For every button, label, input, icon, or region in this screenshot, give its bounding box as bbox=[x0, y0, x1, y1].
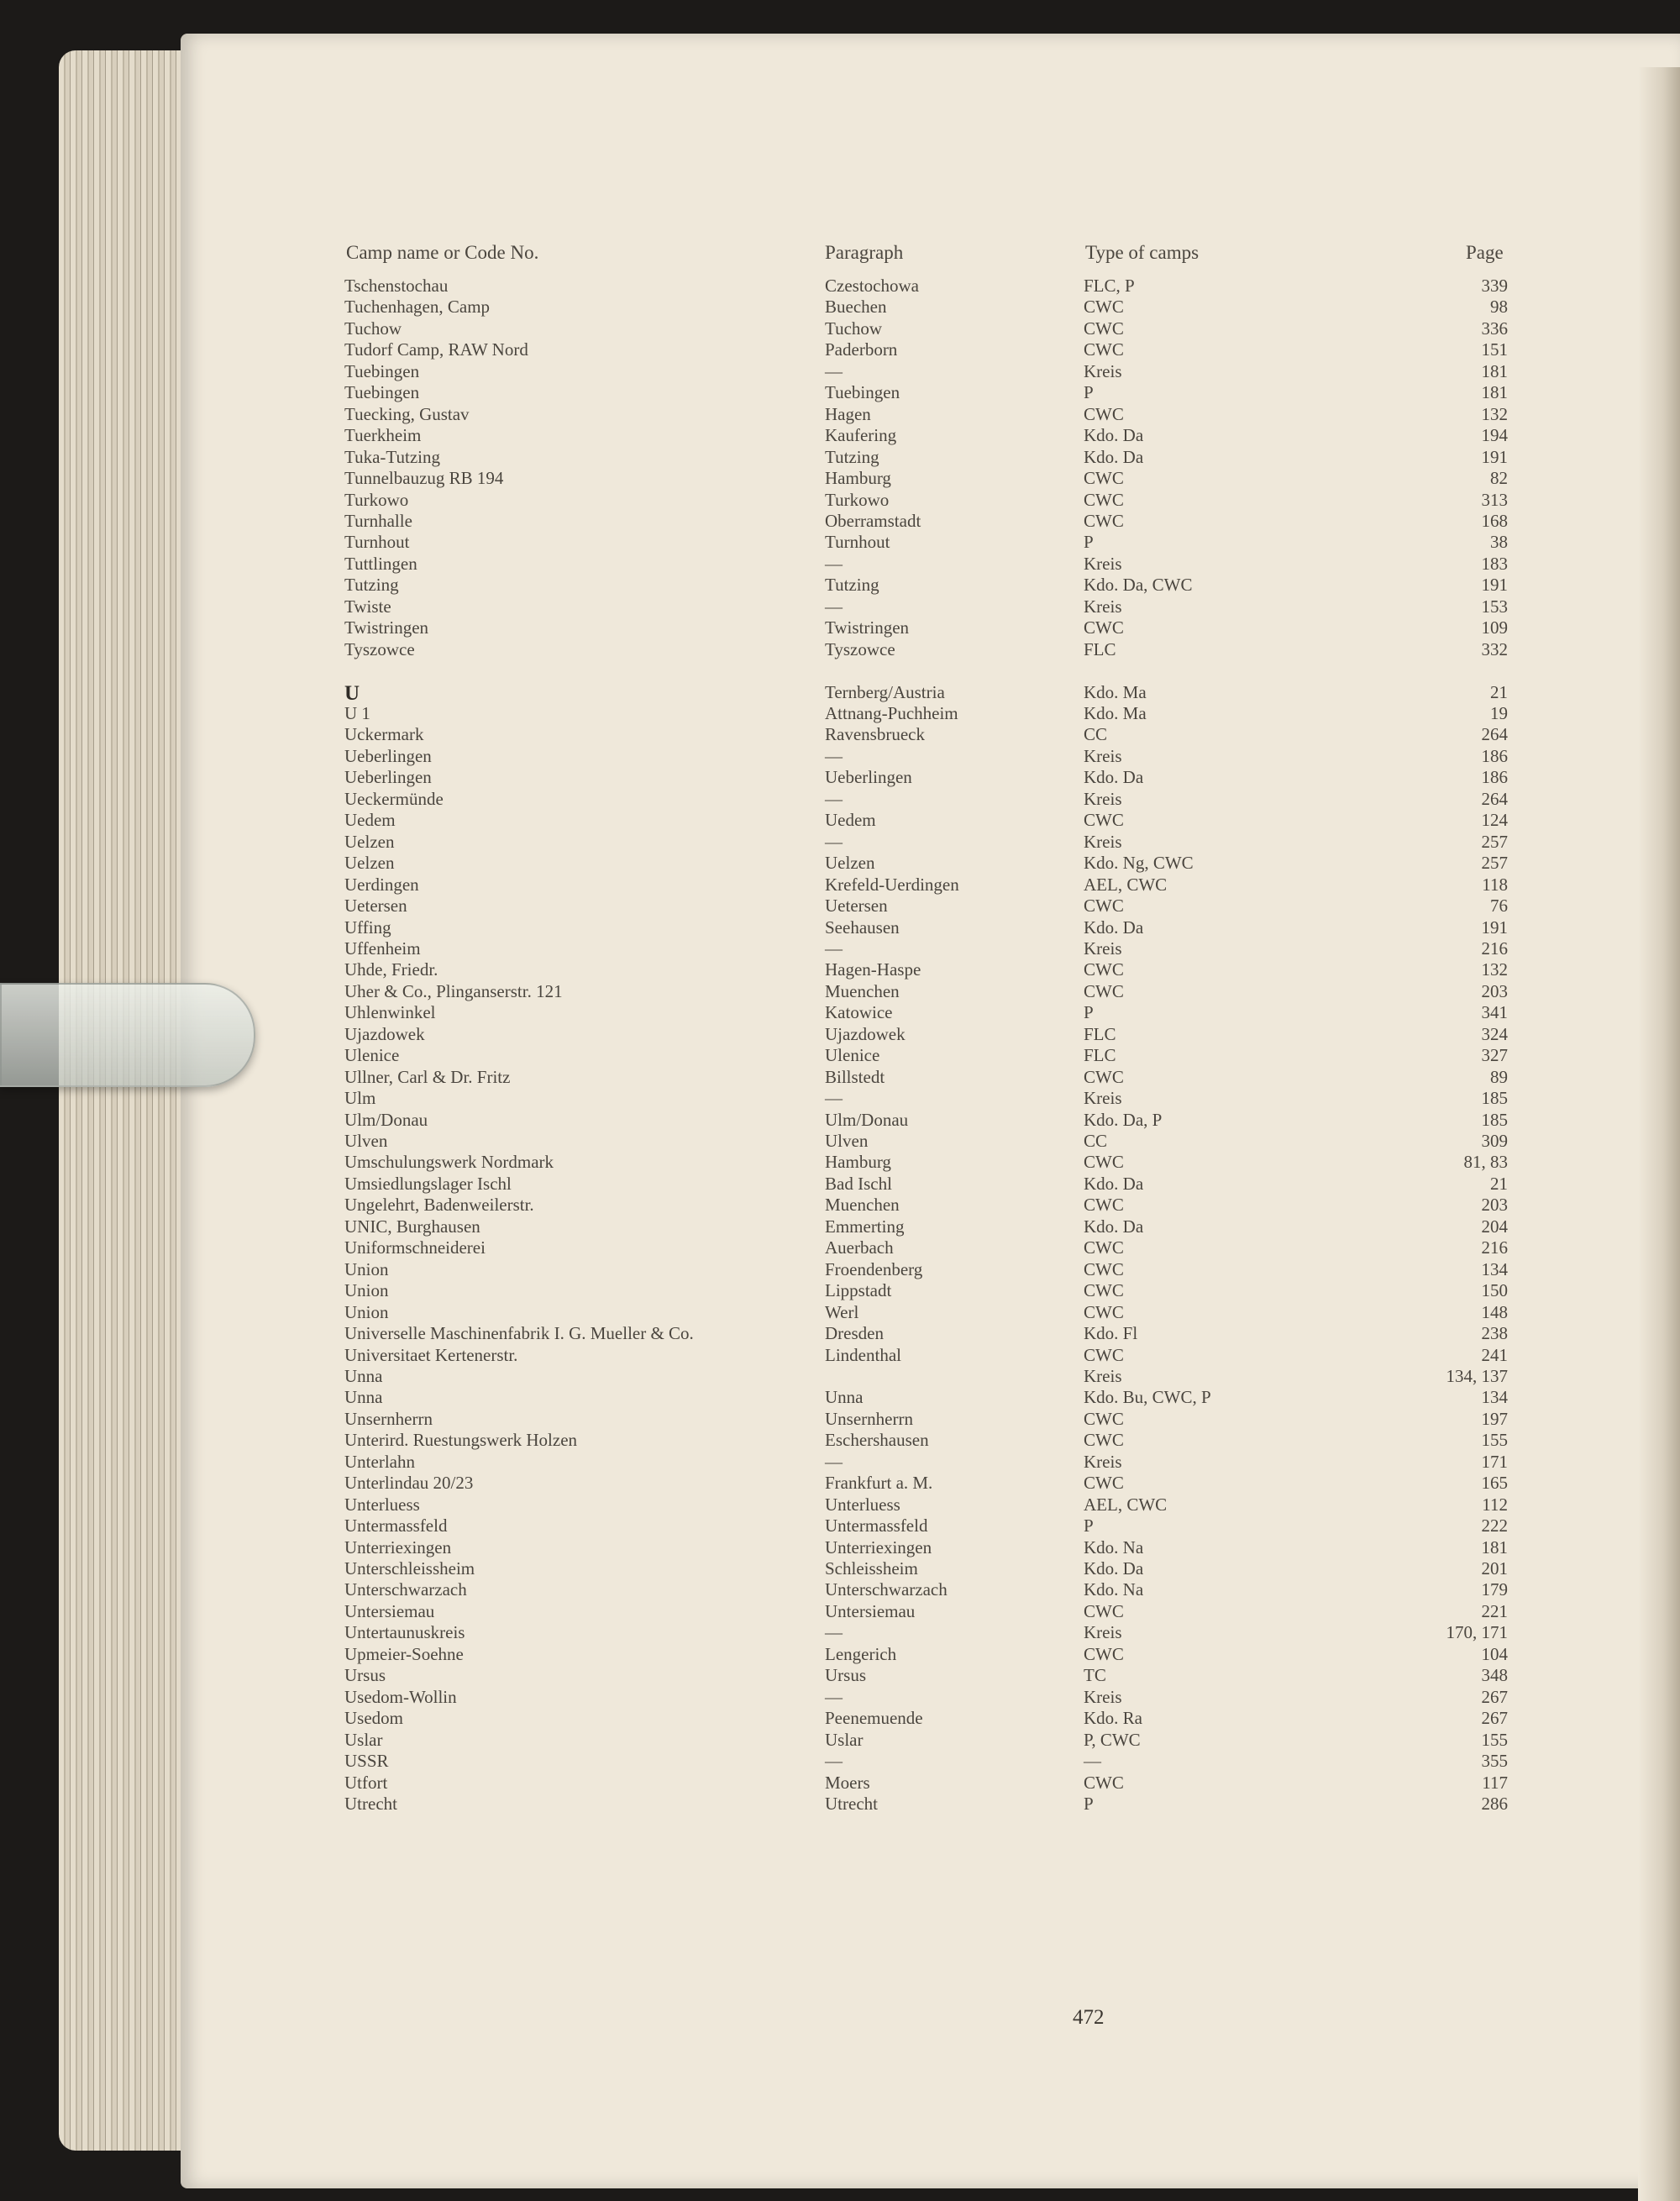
camp-name-cell: Uedem bbox=[344, 810, 396, 830]
paragraph-cell: Untersiemau bbox=[825, 1601, 916, 1621]
camp-name-cell: Tutzing bbox=[344, 575, 399, 595]
paragraph-cell: — bbox=[825, 596, 843, 617]
camp-name-cell: Universitaet Kertenerstr. bbox=[344, 1345, 518, 1365]
camp-name-cell: Unterschwarzach bbox=[344, 1579, 467, 1600]
camp-name-cell: Uckermark bbox=[344, 724, 424, 744]
camp-name-cell: U bbox=[344, 682, 360, 705]
page-cell: 170, 171 bbox=[1446, 1622, 1508, 1642]
type-cell: FLC bbox=[1084, 639, 1116, 659]
paragraph-cell: Oberramstadt bbox=[825, 511, 921, 531]
type-cell: Kdo. Da bbox=[1084, 917, 1144, 938]
page-cell: 181 bbox=[1481, 1537, 1508, 1558]
page-cell: 355 bbox=[1481, 1751, 1508, 1771]
paragraph-cell: Twistringen bbox=[825, 617, 910, 638]
camp-name-cell: Tuerkheim bbox=[344, 425, 422, 445]
page-cell: 191 bbox=[1481, 917, 1508, 938]
camp-name-cell: Turnhalle bbox=[344, 511, 412, 531]
camp-name-cell: Tuchenhagen, Camp bbox=[344, 297, 491, 317]
type-cell: Kdo. Da, CWC bbox=[1084, 575, 1193, 595]
type-cell: Kdo. Da bbox=[1084, 447, 1144, 467]
header-type: Type of camps bbox=[1085, 242, 1200, 263]
header-camp-name: Camp name or Code No. bbox=[346, 242, 539, 263]
type-cell: — bbox=[1084, 1751, 1101, 1771]
paragraph-cell: Attnang-Puchheim bbox=[825, 703, 958, 723]
page-cell: 19 bbox=[1490, 703, 1508, 723]
camp-name-cell: Ullner, Carl & Dr. Fritz bbox=[344, 1067, 511, 1087]
page-cell: 194 bbox=[1481, 425, 1508, 445]
type-cell: Kreis bbox=[1084, 1366, 1122, 1386]
page-cell: 183 bbox=[1481, 554, 1508, 574]
paragraph-cell: Ujazdowek bbox=[825, 1024, 906, 1044]
paragraph-cell: Lippstadt bbox=[825, 1280, 892, 1300]
page-cell: 109 bbox=[1481, 617, 1508, 638]
page-cell: 89 bbox=[1490, 1067, 1508, 1087]
page-cell: 155 bbox=[1481, 1730, 1508, 1750]
camp-name-cell: Tuchow bbox=[344, 318, 402, 339]
paragraph-cell: — bbox=[825, 361, 843, 381]
paragraph-cell: Auerbach bbox=[825, 1237, 894, 1258]
type-cell: Kdo. Ra bbox=[1084, 1708, 1142, 1728]
type-cell: Kdo. Da, P bbox=[1084, 1110, 1163, 1130]
camp-name-cell: Ueberlingen bbox=[344, 767, 432, 787]
camp-name-cell: Tuka-Tutzing bbox=[344, 447, 440, 467]
camp-name-cell: Umsiedlungslager Ischl bbox=[344, 1174, 512, 1194]
page-cell: 191 bbox=[1481, 575, 1508, 595]
camp-name-cell: Ursus bbox=[344, 1665, 386, 1685]
type-cell: Kreis bbox=[1084, 1622, 1122, 1642]
paragraph-cell: Seehausen bbox=[825, 917, 900, 938]
camp-name-cell: Untertaunuskreis bbox=[344, 1622, 465, 1642]
type-cell: CWC bbox=[1084, 810, 1124, 830]
paragraph-cell: Turnhout bbox=[825, 532, 890, 552]
page-cell: 203 bbox=[1481, 1195, 1508, 1215]
type-cell: Kreis bbox=[1084, 832, 1122, 852]
camp-name-cell: Uhlenwinkel bbox=[344, 1002, 436, 1022]
paragraph-cell: Tuebingen bbox=[825, 382, 900, 402]
page-cell: 171 bbox=[1481, 1452, 1508, 1472]
paragraph-cell: — bbox=[825, 1452, 843, 1472]
paragraph-cell: Tuchow bbox=[825, 318, 883, 339]
camp-name-cell: Tuebingen bbox=[344, 361, 420, 381]
type-cell: CWC bbox=[1084, 896, 1124, 916]
paragraph-cell: Tyszowce bbox=[825, 639, 895, 659]
paragraph-cell: Ursus bbox=[825, 1665, 867, 1685]
type-cell: CWC bbox=[1084, 1345, 1124, 1365]
paragraph-cell: Hamburg bbox=[825, 1152, 891, 1172]
page-cell: 339 bbox=[1481, 276, 1508, 296]
paragraph-cell: Ravensbrueck bbox=[825, 724, 925, 744]
type-cell: Kdo. Ng, CWC bbox=[1084, 853, 1194, 873]
paragraph-cell: Uedem bbox=[825, 810, 876, 830]
type-cell: CWC bbox=[1084, 959, 1124, 980]
type-cell: Kreis bbox=[1084, 1088, 1122, 1108]
paragraph-cell: Muenchen bbox=[825, 1195, 900, 1215]
type-cell: Kdo. Ma bbox=[1084, 703, 1147, 723]
camp-name-cell: Unna bbox=[344, 1387, 383, 1407]
paragraph-cell: Dresden bbox=[825, 1323, 884, 1343]
paragraph-cell: Unsernherrn bbox=[825, 1409, 913, 1429]
camp-name-cell: Untersiemau bbox=[344, 1601, 435, 1621]
page-cell: 267 bbox=[1481, 1687, 1508, 1707]
type-cell: CWC bbox=[1084, 1773, 1124, 1793]
page-cell: 332 bbox=[1481, 639, 1508, 659]
type-cell: Kdo. Fl bbox=[1084, 1323, 1138, 1343]
type-cell: CWC bbox=[1084, 1644, 1124, 1664]
camp-name-cell: Tuttlingen bbox=[344, 554, 417, 574]
page-number: 472 bbox=[1073, 2006, 1105, 2029]
type-cell: Kdo. Da bbox=[1084, 767, 1144, 787]
page-cell: 197 bbox=[1481, 1409, 1508, 1429]
type-cell: Kreis bbox=[1084, 1687, 1122, 1707]
page-cell: 150 bbox=[1481, 1280, 1508, 1300]
type-cell: P bbox=[1084, 1794, 1094, 1814]
page-cell: 117 bbox=[1482, 1773, 1508, 1793]
type-cell: CWC bbox=[1084, 1152, 1124, 1172]
camp-name-cell: Untermassfeld bbox=[344, 1515, 448, 1536]
camp-name-cell: Unsernherrn bbox=[344, 1409, 433, 1429]
page-cell: 221 bbox=[1481, 1601, 1508, 1621]
type-cell: Kdo. Na bbox=[1084, 1537, 1144, 1558]
type-cell: AEL, CWC bbox=[1084, 1494, 1168, 1515]
type-cell: CWC bbox=[1084, 404, 1124, 424]
page-cell: 309 bbox=[1481, 1131, 1508, 1151]
page-marker-tab bbox=[0, 983, 255, 1087]
page-cell: 76 bbox=[1490, 896, 1508, 916]
camp-name-cell: Ueckermünde bbox=[344, 789, 444, 809]
camp-name-cell: Ungelehrt, Badenweilerstr. bbox=[344, 1195, 534, 1215]
paragraph-cell: — bbox=[825, 1751, 843, 1771]
page-gutter bbox=[1638, 67, 1680, 2201]
page-cell: 148 bbox=[1481, 1302, 1508, 1322]
paragraph-cell: — bbox=[825, 938, 843, 959]
camp-name-cell: Tunnelbauzug RB 194 bbox=[344, 468, 504, 488]
type-cell: CWC bbox=[1084, 617, 1124, 638]
type-cell: P bbox=[1084, 1515, 1094, 1536]
paragraph-cell: — bbox=[825, 746, 843, 766]
paragraph-cell: Untermassfeld bbox=[825, 1515, 928, 1536]
page-cell: 222 bbox=[1481, 1515, 1508, 1536]
paragraph-cell: — bbox=[825, 1622, 843, 1642]
type-cell: FLC, P bbox=[1084, 276, 1135, 296]
header-paragraph: Paragraph bbox=[825, 242, 904, 263]
page-cell: 179 bbox=[1481, 1579, 1508, 1600]
page-cell: 151 bbox=[1481, 339, 1508, 360]
camp-name-cell: Ujazdowek bbox=[344, 1024, 425, 1044]
camp-name-cell: Uhde, Friedr. bbox=[344, 959, 438, 980]
camp-name-cell: Ulm bbox=[344, 1088, 376, 1108]
camp-name-cell: Tudorf Camp, RAW Nord bbox=[344, 339, 528, 360]
page-cell: 81, 83 bbox=[1463, 1152, 1508, 1172]
type-cell: Kdo. Na bbox=[1084, 1579, 1144, 1600]
type-cell: CC bbox=[1084, 724, 1108, 744]
camp-name-cell: Union bbox=[344, 1259, 389, 1279]
paragraph-cell: Unterriexingen bbox=[825, 1537, 932, 1558]
paragraph-cell: Hagen bbox=[825, 404, 871, 424]
paragraph-cell: Bad Ischl bbox=[825, 1174, 892, 1194]
camp-name-cell: Ulm/Donau bbox=[344, 1110, 428, 1130]
paragraph-cell: Turkowo bbox=[825, 490, 890, 510]
type-cell: CWC bbox=[1084, 1430, 1124, 1450]
paragraph-cell: — bbox=[825, 554, 843, 574]
page-cell: 241 bbox=[1481, 1345, 1508, 1365]
camp-name-cell: USSR bbox=[344, 1751, 389, 1771]
paragraph-cell: — bbox=[825, 1088, 843, 1108]
paragraph-cell: Hamburg bbox=[825, 468, 891, 488]
page-cell: 155 bbox=[1481, 1430, 1508, 1450]
page-cell: 324 bbox=[1481, 1024, 1508, 1044]
paragraph-cell: Ulven bbox=[825, 1131, 869, 1151]
camp-name-cell: Usedom-Wollin bbox=[344, 1687, 457, 1707]
page-cell: 153 bbox=[1481, 596, 1508, 617]
page-cell: 185 bbox=[1481, 1088, 1508, 1108]
page-cell: 98 bbox=[1490, 297, 1508, 317]
type-cell: CWC bbox=[1084, 1409, 1124, 1429]
page-cell: 286 bbox=[1481, 1794, 1508, 1814]
type-cell: Kdo. Da bbox=[1084, 425, 1144, 445]
page-cell: 104 bbox=[1481, 1644, 1508, 1664]
paragraph-cell: Uslar bbox=[825, 1730, 864, 1750]
page-cell: 168 bbox=[1481, 511, 1508, 531]
paragraph-cell: Tutzing bbox=[825, 575, 879, 595]
paragraph-cell: Uelzen bbox=[825, 853, 875, 873]
camp-name-cell: Tyszowce bbox=[344, 639, 415, 659]
camp-name-cell: Umschulungswerk Nordmark bbox=[344, 1152, 554, 1172]
paragraph-cell: Tutzing bbox=[825, 447, 879, 467]
page-cell: 348 bbox=[1481, 1665, 1508, 1685]
page-cell: 238 bbox=[1481, 1323, 1508, 1343]
camp-name-cell: Unterschleissheim bbox=[344, 1558, 475, 1579]
camp-name-cell: Ulven bbox=[344, 1131, 388, 1151]
type-cell: CWC bbox=[1084, 1067, 1124, 1087]
camp-name-cell: Tschenstochau bbox=[344, 276, 449, 296]
camp-name-cell: Unterlindau 20/23 bbox=[344, 1473, 474, 1493]
camp-name-cell: Uniformschneiderei bbox=[344, 1237, 486, 1258]
page-cell: 204 bbox=[1481, 1216, 1508, 1237]
type-cell: CWC bbox=[1084, 1601, 1124, 1621]
type-cell: P bbox=[1084, 1002, 1094, 1022]
type-cell: AEL, CWC bbox=[1084, 875, 1168, 895]
book-page-edges bbox=[59, 50, 185, 2151]
type-cell: CWC bbox=[1084, 1280, 1124, 1300]
type-cell: Kreis bbox=[1084, 554, 1122, 574]
paragraph-cell: Hagen-Haspe bbox=[825, 959, 921, 980]
camp-name-cell: Upmeier-Soehne bbox=[344, 1644, 464, 1664]
page-cell: 134 bbox=[1481, 1259, 1508, 1279]
paragraph-cell: Ulm/Donau bbox=[825, 1110, 909, 1130]
page-cell: 38 bbox=[1490, 532, 1508, 552]
type-cell: P, CWC bbox=[1084, 1730, 1141, 1750]
page-cell: 336 bbox=[1481, 318, 1508, 339]
paragraph-cell: Eschershausen bbox=[825, 1430, 929, 1450]
camp-name-cell: Ueberlingen bbox=[344, 746, 432, 766]
type-cell: CWC bbox=[1084, 490, 1124, 510]
type-cell: P bbox=[1084, 382, 1094, 402]
page-cell: 257 bbox=[1481, 832, 1508, 852]
type-cell: CWC bbox=[1084, 318, 1124, 339]
paragraph-cell: Frankfurt a. M. bbox=[825, 1473, 933, 1493]
header-page: Page bbox=[1466, 242, 1504, 263]
type-cell: CWC bbox=[1084, 297, 1124, 317]
page-cell: 203 bbox=[1481, 981, 1508, 1001]
paragraph-cell: Froendenberg bbox=[825, 1259, 923, 1279]
type-cell: TC bbox=[1084, 1665, 1106, 1685]
paragraph-cell: Utrecht bbox=[825, 1794, 878, 1814]
type-cell: Kreis bbox=[1084, 596, 1122, 617]
camp-name-cell: Uelzen bbox=[344, 853, 395, 873]
camp-name-cell: Unterird. Ruestungswerk Holzen bbox=[344, 1430, 578, 1450]
type-cell: CWC bbox=[1084, 981, 1124, 1001]
camp-name-cell: Usedom bbox=[344, 1708, 403, 1728]
camp-name-cell: Uerdingen bbox=[344, 875, 419, 895]
page-cell: 327 bbox=[1481, 1045, 1508, 1065]
type-cell: CWC bbox=[1084, 1302, 1124, 1322]
paragraph-cell: Czestochowa bbox=[825, 276, 919, 296]
page-cell: 21 bbox=[1490, 1174, 1508, 1194]
type-cell: CWC bbox=[1084, 339, 1124, 360]
camp-name-cell: Uffing bbox=[344, 917, 391, 938]
paragraph-cell: Uetersen bbox=[825, 896, 888, 916]
paragraph-cell: Emmerting bbox=[825, 1216, 905, 1237]
paragraph-cell: Lindenthal bbox=[825, 1345, 901, 1365]
type-cell: CWC bbox=[1084, 1237, 1124, 1258]
page-cell: 181 bbox=[1481, 382, 1508, 402]
camp-name-cell: Utfort bbox=[344, 1773, 388, 1793]
camp-name-cell: Union bbox=[344, 1280, 389, 1300]
paragraph-cell: Ueberlingen bbox=[825, 767, 912, 787]
paragraph-cell: Muenchen bbox=[825, 981, 900, 1001]
page-cell: 257 bbox=[1481, 853, 1508, 873]
page-cell: 134 bbox=[1481, 1387, 1508, 1407]
page-cell: 124 bbox=[1481, 810, 1508, 830]
paragraph-cell: Peenemuende bbox=[825, 1708, 923, 1728]
paragraph-cell: Krefeld-Uerdingen bbox=[825, 875, 959, 895]
camp-name-cell: Turkowo bbox=[344, 490, 409, 510]
camp-name-cell: Utrecht bbox=[344, 1794, 397, 1814]
camp-name-cell: Tuecking, Gustav bbox=[344, 404, 470, 424]
paragraph-cell: Unna bbox=[825, 1387, 864, 1407]
page-cell: 216 bbox=[1481, 1237, 1508, 1258]
type-cell: CWC bbox=[1084, 1473, 1124, 1493]
camp-name-cell: Turnhout bbox=[344, 532, 410, 552]
type-cell: CWC bbox=[1084, 1259, 1124, 1279]
page-cell: 112 bbox=[1482, 1494, 1508, 1515]
paragraph-cell: Katowice bbox=[825, 1002, 893, 1022]
type-cell: CWC bbox=[1084, 511, 1124, 531]
page-cell: 191 bbox=[1481, 447, 1508, 467]
type-cell: FLC bbox=[1084, 1024, 1116, 1044]
type-cell: Kdo. Da bbox=[1084, 1174, 1144, 1194]
camp-name-cell: Unna bbox=[344, 1366, 383, 1386]
page-cell: 186 bbox=[1481, 767, 1508, 787]
type-cell: Kreis bbox=[1084, 746, 1122, 766]
page-cell: 216 bbox=[1481, 938, 1508, 959]
paragraph-cell: Schleissheim bbox=[825, 1558, 918, 1579]
type-cell: Kreis bbox=[1084, 938, 1122, 959]
page-cell: 264 bbox=[1481, 724, 1508, 744]
camp-name-cell: Uetersen bbox=[344, 896, 407, 916]
paragraph-cell: Ulenice bbox=[825, 1045, 880, 1065]
page-cell: 118 bbox=[1482, 875, 1508, 895]
camp-name-cell: UNIC, Burghausen bbox=[344, 1216, 480, 1237]
page-cell: 165 bbox=[1481, 1473, 1508, 1493]
paragraph-cell: Lengerich bbox=[825, 1644, 897, 1664]
camp-name-cell: U 1 bbox=[344, 703, 370, 723]
page-cell: 341 bbox=[1481, 1002, 1508, 1022]
type-cell: FLC bbox=[1084, 1045, 1116, 1065]
camp-name-cell: Union bbox=[344, 1302, 389, 1322]
page-cell: 185 bbox=[1481, 1110, 1508, 1130]
camp-name-cell: Uslar bbox=[344, 1730, 383, 1750]
page-cell: 132 bbox=[1481, 404, 1508, 424]
type-cell: Kreis bbox=[1084, 361, 1122, 381]
type-cell: P bbox=[1084, 532, 1094, 552]
paragraph-cell: Unterluess bbox=[825, 1494, 900, 1515]
type-cell: Kdo. Da bbox=[1084, 1216, 1144, 1237]
type-cell: CWC bbox=[1084, 468, 1124, 488]
paragraph-cell: Moers bbox=[825, 1773, 870, 1793]
camp-name-cell: Uher & Co., Plinganserstr. 121 bbox=[344, 981, 563, 1001]
page-cell: 82 bbox=[1490, 468, 1508, 488]
page-cell: 201 bbox=[1481, 1558, 1508, 1579]
paragraph-cell: — bbox=[825, 789, 843, 809]
page-cell: 264 bbox=[1481, 789, 1508, 809]
type-cell: Kdo. Da bbox=[1084, 1558, 1144, 1579]
paragraph-cell: Paderborn bbox=[825, 339, 898, 360]
page-cell: 181 bbox=[1481, 361, 1508, 381]
camp-name-cell: Unterlahn bbox=[344, 1452, 415, 1472]
paragraph-cell: Kaufering bbox=[825, 425, 897, 445]
type-cell: Kreis bbox=[1084, 1452, 1122, 1472]
paragraph-cell: Ternberg/Austria bbox=[825, 682, 945, 702]
camp-name-cell: Unterluess bbox=[344, 1494, 420, 1515]
camp-name-cell: Tuebingen bbox=[344, 382, 420, 402]
type-cell: Kdo. Ma bbox=[1084, 682, 1147, 702]
type-cell: Kdo. Bu, CWC, P bbox=[1084, 1387, 1211, 1407]
page-cell: 21 bbox=[1490, 682, 1508, 702]
camp-name-cell: Unterriexingen bbox=[344, 1537, 452, 1558]
paragraph-cell: — bbox=[825, 832, 843, 852]
page-cell: 132 bbox=[1481, 959, 1508, 980]
paragraph-cell: Buechen bbox=[825, 297, 887, 317]
page-cell: 186 bbox=[1481, 746, 1508, 766]
paragraph-cell: Billstedt bbox=[825, 1067, 885, 1087]
camp-name-cell: Uffenheim bbox=[344, 938, 421, 959]
paragraph-cell: Werl bbox=[825, 1302, 859, 1322]
type-cell: Kreis bbox=[1084, 789, 1122, 809]
page-cell: 267 bbox=[1481, 1708, 1508, 1728]
camp-name-cell: Uelzen bbox=[344, 832, 395, 852]
camp-name-cell: Universelle Maschinenfabrik I. G. Mueller & Co. bbox=[344, 1323, 694, 1343]
page-cell: 313 bbox=[1481, 490, 1508, 510]
camp-name-cell: Twistringen bbox=[344, 617, 429, 638]
camp-name-cell: Twiste bbox=[344, 596, 391, 617]
type-cell: CC bbox=[1084, 1131, 1108, 1151]
paragraph-cell: Unterschwarzach bbox=[825, 1579, 948, 1600]
page-cell: 134, 137 bbox=[1446, 1366, 1508, 1386]
paragraph-cell: — bbox=[825, 1687, 843, 1707]
type-cell: CWC bbox=[1084, 1195, 1124, 1215]
camp-name-cell: Ulenice bbox=[344, 1045, 400, 1065]
